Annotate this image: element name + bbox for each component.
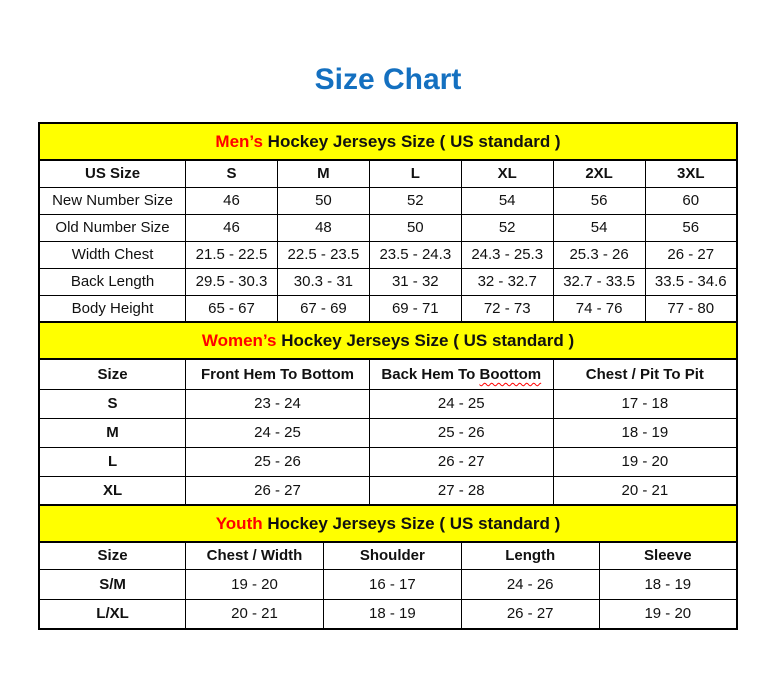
- row-label: Width Chest: [39, 241, 186, 268]
- table-caption-row: [39, 505, 737, 542]
- table-row: [39, 295, 737, 322]
- table-cell: 46: [186, 187, 278, 214]
- table-cell: 17 - 18: [553, 389, 737, 418]
- table-cell: 60: [645, 187, 737, 214]
- table-cell: 56: [645, 214, 737, 241]
- table-caption: Women’s Hockey Jerseys Size ( US standard ): [39, 322, 737, 359]
- table-caption: Youth Hockey Jerseys Size ( US standard ): [39, 505, 737, 542]
- column-header: Shoulder: [323, 542, 461, 569]
- column-header: 3XL: [645, 160, 737, 187]
- column-header: Chest / Pit To Pit: [553, 359, 737, 389]
- table-cell: 27 - 28: [369, 476, 553, 505]
- table-cell: 24 - 26: [461, 569, 599, 599]
- table-cell: 52: [461, 214, 553, 241]
- table-cell: 19 - 20: [186, 569, 324, 599]
- table-row: [39, 214, 737, 241]
- table-cell: 18 - 19: [599, 569, 737, 599]
- womens-size-table: [38, 321, 738, 506]
- table-cell: 23.5 - 24.3: [369, 241, 461, 268]
- column-header: Back Hem To Boottom: [369, 359, 553, 389]
- page-title: Size Chart: [314, 63, 462, 96]
- table-cell: 20 - 21: [186, 599, 324, 629]
- row-label: L/XL: [39, 599, 186, 629]
- table-cell: 67 - 69: [277, 295, 369, 322]
- table-cell: 48: [277, 214, 369, 241]
- table-cell: 72 - 73: [461, 295, 553, 322]
- table-cell: 26 - 27: [369, 447, 553, 476]
- table-row: [39, 476, 737, 505]
- caption-accent: Youth: [215, 513, 263, 533]
- table-cell: 18 - 19: [323, 599, 461, 629]
- table-cell: 24 - 25: [369, 389, 553, 418]
- table-caption: Men’s Hockey Jerseys Size ( US standard ): [39, 123, 737, 160]
- table-cell: 77 - 80: [645, 295, 737, 322]
- table-cell: 24 - 25: [186, 418, 370, 447]
- table-row: [39, 447, 737, 476]
- table-cell: 65 - 67: [186, 295, 278, 322]
- table-caption-row: [39, 123, 737, 160]
- column-header: Chest / Width: [186, 542, 324, 569]
- header-row: [39, 160, 737, 187]
- table-cell: 26 - 27: [461, 599, 599, 629]
- table-row: [39, 268, 737, 295]
- caption-accent: Men’s: [215, 131, 263, 151]
- column-header: 2XL: [553, 160, 645, 187]
- table-cell: 50: [369, 214, 461, 241]
- table-cell: 46: [186, 214, 278, 241]
- table-cell: 32.7 - 33.5: [553, 268, 645, 295]
- mens-size-table: [38, 122, 738, 323]
- table-row: [39, 389, 737, 418]
- table-cell: 31 - 32: [369, 268, 461, 295]
- caption-accent: Women’s: [201, 330, 277, 350]
- table-cell: 54: [553, 214, 645, 241]
- row-label: New Number Size: [39, 187, 186, 214]
- row-label: L: [39, 447, 186, 476]
- table-cell: 54: [461, 187, 553, 214]
- column-header: Size: [39, 542, 186, 569]
- row-label: Old Number Size: [39, 214, 186, 241]
- column-header: L: [369, 160, 461, 187]
- table-cell: 25 - 26: [369, 418, 553, 447]
- table-cell: 56: [553, 187, 645, 214]
- column-header: XL: [461, 160, 553, 187]
- table-cell: 25.3 - 26: [553, 241, 645, 268]
- column-header: Front Hem To Bottom: [186, 359, 370, 389]
- table-cell: 23 - 24: [186, 389, 370, 418]
- table-cell: 19 - 20: [599, 599, 737, 629]
- column-header: Size: [39, 359, 186, 389]
- table-row: [39, 418, 737, 447]
- column-header: S: [186, 160, 278, 187]
- row-label: S/M: [39, 569, 186, 599]
- table-cell: 18 - 19: [553, 418, 737, 447]
- table-cell: 30.3 - 31: [277, 268, 369, 295]
- table-caption-row: [39, 322, 737, 359]
- table-row: [39, 599, 737, 629]
- table-cell: 21.5 - 22.5: [186, 241, 278, 268]
- row-label: M: [39, 418, 186, 447]
- table-cell: 52: [369, 187, 461, 214]
- column-header: US Size: [39, 160, 186, 187]
- header-row: [39, 359, 737, 389]
- misspelled-word: Boottom: [479, 365, 542, 383]
- row-label: S: [39, 389, 186, 418]
- row-label: XL: [39, 476, 186, 505]
- table-cell: 20 - 21: [553, 476, 737, 505]
- row-label: Body Height: [39, 295, 186, 322]
- table-cell: 32 - 32.7: [461, 268, 553, 295]
- table-cell: 33.5 - 34.6: [645, 268, 737, 295]
- table-row: [39, 241, 737, 268]
- column-header: M: [277, 160, 369, 187]
- table-cell: 74 - 76: [553, 295, 645, 322]
- table-cell: 19 - 20: [553, 447, 737, 476]
- table-cell: 26 - 27: [186, 476, 370, 505]
- table-cell: 26 - 27: [645, 241, 737, 268]
- table-cell: 22.5 - 23.5: [277, 241, 369, 268]
- row-label: Back Length: [39, 268, 186, 295]
- size-chart-page: [0, 62, 776, 630]
- table-cell: 50: [277, 187, 369, 214]
- table-cell: 24.3 - 25.3: [461, 241, 553, 268]
- column-header: Length: [461, 542, 599, 569]
- table-cell: 69 - 71: [369, 295, 461, 322]
- table-cell: 29.5 - 30.3: [186, 268, 278, 295]
- column-header: Sleeve: [599, 542, 737, 569]
- table-row: [39, 569, 737, 599]
- table-cell: 16 - 17: [323, 569, 461, 599]
- youth-size-table: [38, 504, 738, 630]
- table-row: [39, 187, 737, 214]
- header-row: [39, 542, 737, 569]
- table-cell: 25 - 26: [186, 447, 370, 476]
- size-tables-container: [38, 122, 738, 630]
